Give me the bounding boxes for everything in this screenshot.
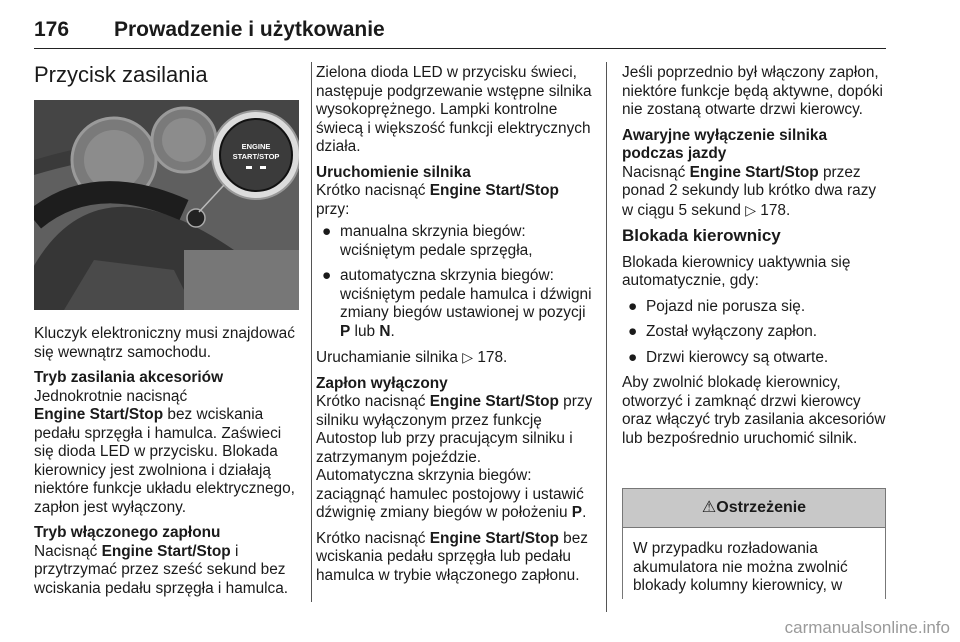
chapter-title: Prowadzenie i użytkowanie [114,18,385,41]
emergency-text-post: przez ponad 2 sekundy lub krótko dwa razy w ciągu 5 sekund [622,163,877,219]
column-3 [622,64,890,455]
list-item-text-end: . [390,322,395,340]
auto-gear-p: P [571,504,583,521]
steering-lock-title: Blokada kierownicy [622,226,781,245]
reference-text: Uruchamianie silnika [316,349,463,366]
ignition-off-heading: Zapłon wyłączony [316,374,448,392]
column-divider-2 [606,62,607,612]
warning-box [622,488,886,599]
steering-lock-intro: Blokada kierownicy uaktywnia się automatycznie, gdy: [622,253,851,289]
ignition-off-section [316,375,596,468]
list-item-text: Pojazd nie porusza się. [646,297,806,315]
section-title: Przycisk zasilania [34,62,208,87]
bullet-icon: ● [628,348,638,366]
ignition-section [34,524,304,598]
reference-page: 178. [477,349,508,366]
page-header [34,8,886,44]
list-item-text: automatyczna skrzynia biegów: wciśniętym pedale hamulca i dźwigni zmiany biegów ustawionej w pozycji [340,267,592,321]
start-text-pre: Krótko nacisnąć [316,182,430,199]
off-button-name: Engine Start/Stop [429,393,559,410]
page-number: 176 [34,18,70,41]
warning-header [623,489,885,528]
list-item [622,349,890,368]
accessory-heading: Tryb zasilania akcesoriów [34,369,224,386]
list-item [316,223,596,260]
emergency-text-pre: Nacisnąć [622,163,690,181]
emergency-section [622,127,890,221]
gear-p: P [340,322,351,340]
bullet-icon: ● [322,267,332,284]
list-item-text: Drzwi kierowcy są otwarte. [646,348,829,366]
start-button-name: Engine Start/Stop [429,182,559,199]
button-label-line2: START/STOP [232,152,280,161]
ignition-text-post: i przytrzymać przez sześć sekund bez wciskania pedału sprzęgła i hamulca. [34,542,289,597]
bullet-icon: ● [628,297,638,315]
off-text-post: przy silniku wyłączonym przez funkcję Autostop lub przy pracującym silniku i zatrzymanym pojeździe. [316,393,593,466]
reference-arrow-icon: ▷ [462,349,474,365]
start-heading: Uruchomienie silnika [316,163,471,181]
bullet-icon: ● [322,223,332,240]
auto-text-end: . [582,504,587,521]
warning-title: Ostrzeżenie [716,499,807,516]
off-text-pre: Krótko nacisnąć [316,393,430,410]
list-item-text: manualna skrzynia biegów: wciśniętym pedale sprzęgła, [340,223,533,259]
auto-text-pre: Automatyczna skrzynia biegów: zaciągnąć hamulec postojowy i ustawić dźwignię zmiany biegów w położeniu [316,467,584,521]
bullet-icon: ● [628,323,638,340]
warning-icon: ⚠ [701,499,717,516]
column-2 [316,64,596,592]
ignition-text-pre: Nacisnąć [34,542,102,560]
accessory-section [34,369,304,517]
start-section [316,164,596,220]
button-label-line1: ENGINE [241,142,271,151]
previous-ignition-text: Jeśli poprzednio był włączony zapłon, niektóre funkcje będą aktywne, dopóki nie zostaną otwarte drzwi kierowcy. [622,64,883,118]
accessory-text-post: bez wciskania pedału sprzęgła i hamulca. Zaświeci się dioda LED w przycisku. Blokada kierownicy jest zwolniona i działają niektóre funkcje układu elektrycznego, zapłon jest wyłączony. [34,406,295,516]
warning-text: W przypadku rozładowania akumulatora nie można zwolnić blokady kolumny kierownicy, w [633,540,848,594]
steering-lock-conditions [622,298,890,368]
ignition-heading: Tryb włączonego zapłonu [34,524,221,541]
start-text-post: przy: [316,200,350,218]
press-text-post: bez wciskania pedału sprzęgła lub pedału hamulca w trybie włączonego zapłonu. [316,529,588,584]
list-item-text: Został wyłączony zapłon. [646,323,818,340]
list-item [622,298,890,317]
steering-release-text: Aby zwolnić blokadę kierownicy, otworzyć i zamknąć drzwi kierowcy oraz włączyć tryb zasilania akcesoriów lub bezpośrednio uruchomić silnik. [622,374,886,447]
column-divider-1 [311,62,312,602]
press-text-pre: Krótko nacisnąć [316,529,430,547]
intro-text: Kluczyk elektroniczny musi znajdować się wewnątrz samochodu. [34,325,295,361]
column-1 [34,325,304,605]
emergency-button-name: Engine Start/Stop [689,163,819,181]
list-item-text-mid: lub [350,322,380,340]
emergency-heading: Awaryjne wyłączenie silnika podczas jazdy [622,126,828,162]
accessory-text-pre: Jednokrotnie nacisnąć [34,387,188,405]
watermark: carmanualsonline.info [784,618,950,637]
press-text [316,530,596,586]
ignition-button-name: Engine Start/Stop [101,542,231,560]
reference-arrow-icon: ▷ [745,201,756,218]
list-item [622,323,890,342]
gear-n: N [379,322,391,340]
header-rule [34,48,886,49]
dashboard-illustration [34,100,299,310]
led-text: Zielona dioda LED w przycisku świeci, następuje podgrzewanie wstępne silnika wysokoprężnego. Lampki kontrolne świecą i większość funkcji elektrycznych działa. [316,64,592,155]
press-button-name: Engine Start/Stop [429,529,559,547]
list-item [316,267,596,341]
accessory-button-name: Engine Start/Stop [34,406,164,423]
reference-page: 178. [760,201,791,219]
start-reference [316,348,596,368]
automatic-gearbox-text [316,467,596,523]
start-conditions-list [316,223,596,341]
